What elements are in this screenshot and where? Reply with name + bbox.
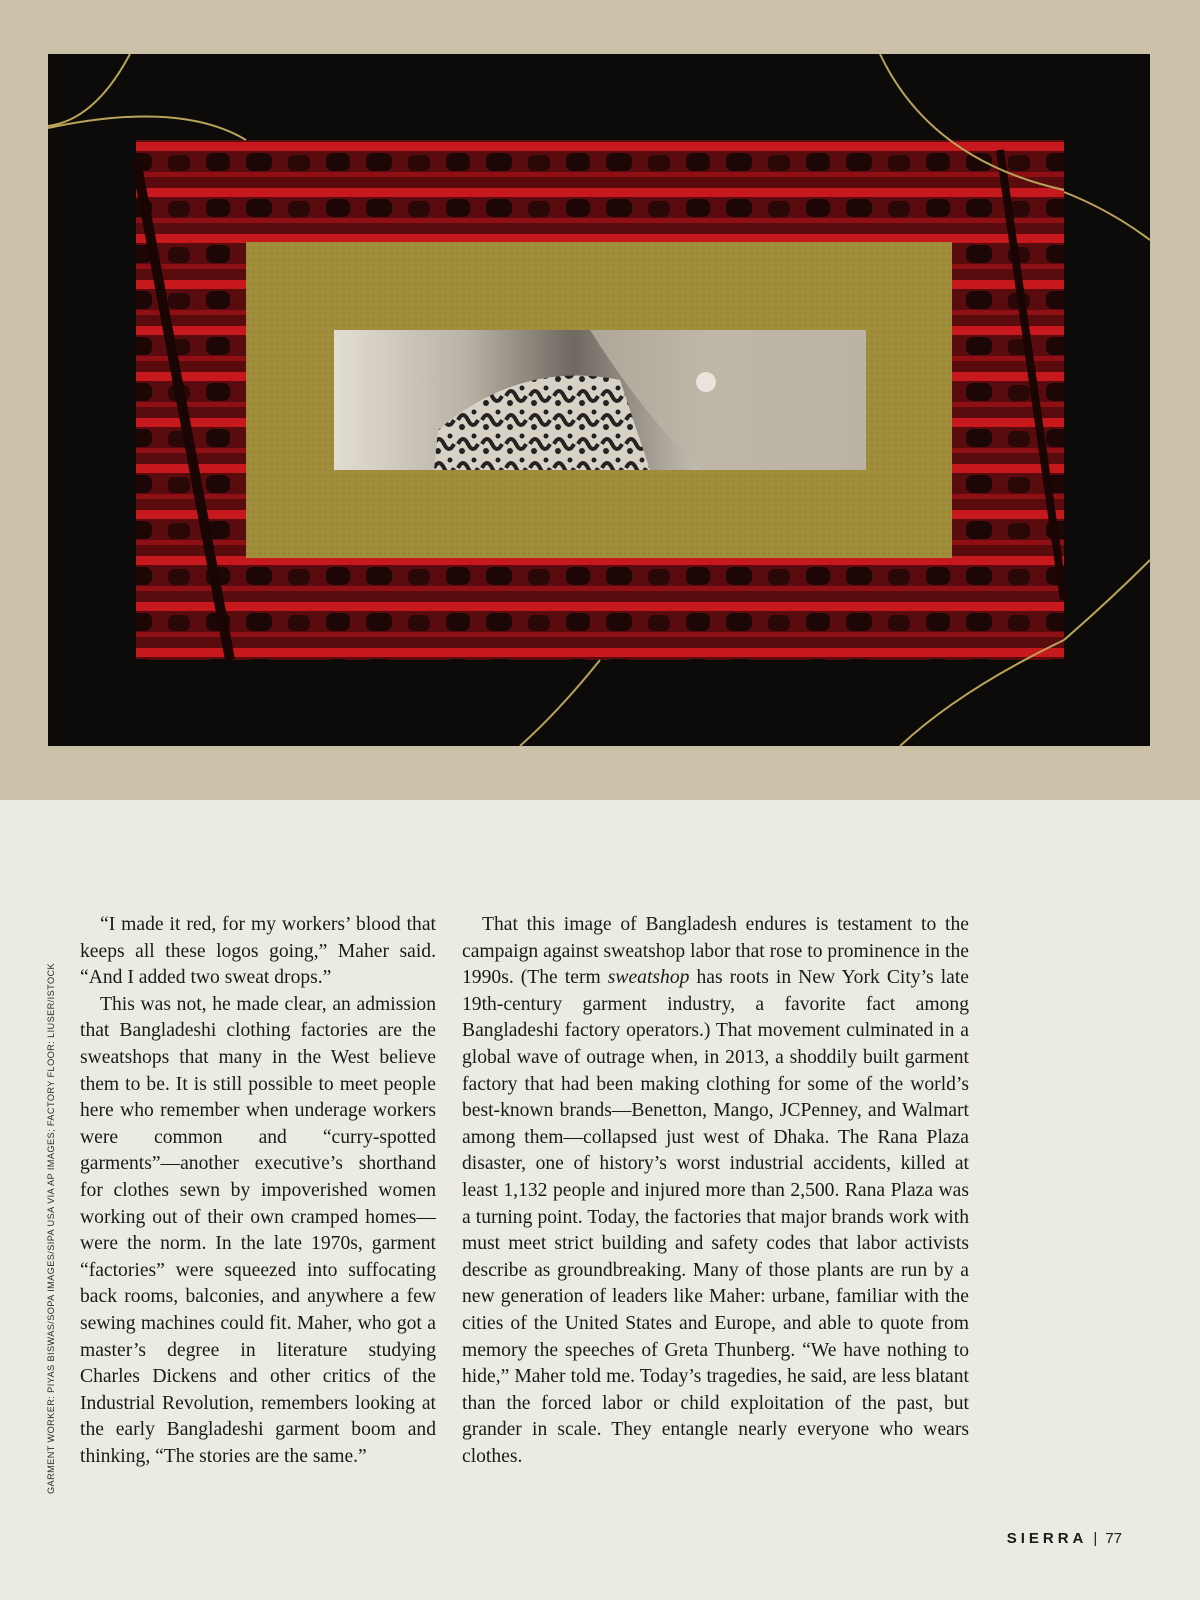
paragraph [462, 912, 969, 1470]
paragraph: “I made it red, for my workers’ blood that keeps all these logos going,” Maher said. “And I added two sweat drops.” [80, 914, 436, 989]
masked-worker-photo [334, 330, 866, 470]
photo-credit: GARMENT WORKER: PIYAS BISWAS/SOPA IMAGES/SIPA USA VIA AP IMAGES; FACTORY FLOOR: LIUSER/ISTOCK [46, 962, 56, 1494]
paragraph: This was not, he made clear, an admission that Bangladeshi clothing factories are the sweatshops that many in the West believe them to be. It is still possible to meet people here who remember when underage workers were common and “curry-spotted garments”—another executive’s shorthand for clothes sewn by impoverished women working out of their own cramped homes—were the norm. In the late 1970s, garment “factories” were squeezed into suffocating back rooms, balconies, and anywhere a few sewing machines could fit. Maher, who got a master’s degree in literature studying Charles Dickens and other critics of the Industrial Revolution, remembers looking at the early Bangladeshi garment boom and thinking, “The stories are the same.” [80, 993, 436, 1467]
article-column-right [462, 912, 969, 1470]
page-number: 77 [1105, 1530, 1122, 1547]
magazine-name: SIERRA [1006, 1530, 1088, 1547]
article-column-left [80, 912, 436, 1470]
text-run: has roots in New York City’s late 19th-century garment industry, a favorite fact among Bangladeshi factory operators.) That movement culminated in a global wave of outrage when, in 2013, a shoddily built garment factory that had been making clothing for some of the world’s best-known brands—Benetton, Mango, JCPenney, and Walmart among them—collapsed just west of Dhaka. The Rana Plaza disaster, one of history’s worst industrial accidents, killed at least 1,132 people and injured more than 2,500. Rana Plaza was a turning point. Today, the factories that major brands work with must meet strict building and safety codes that labor activists describe as groundbreaking. Many of those plants are run by a new generation of leaders like Maher: urbane, familiar with the cities of the United States and Europe, and able to quote from memory the speeches of Greta Thunberg. “We have nothing to hide,” Maher told me. Today’s tragedies, he said, are less blatant than the forced labor or child exploitation of the past, but grander in scale. They entangle nearly everyone who wears clothes. [462, 967, 969, 1467]
text-run: That this image of Bangladesh endures is testament to the campaign against sweatshop labor that rose to prominence in the 1990s. (The term [462, 914, 969, 989]
italic-term: sweatshop [607, 967, 690, 989]
folio-separator: | [1093, 1530, 1098, 1547]
page-footer [1007, 1530, 1122, 1547]
